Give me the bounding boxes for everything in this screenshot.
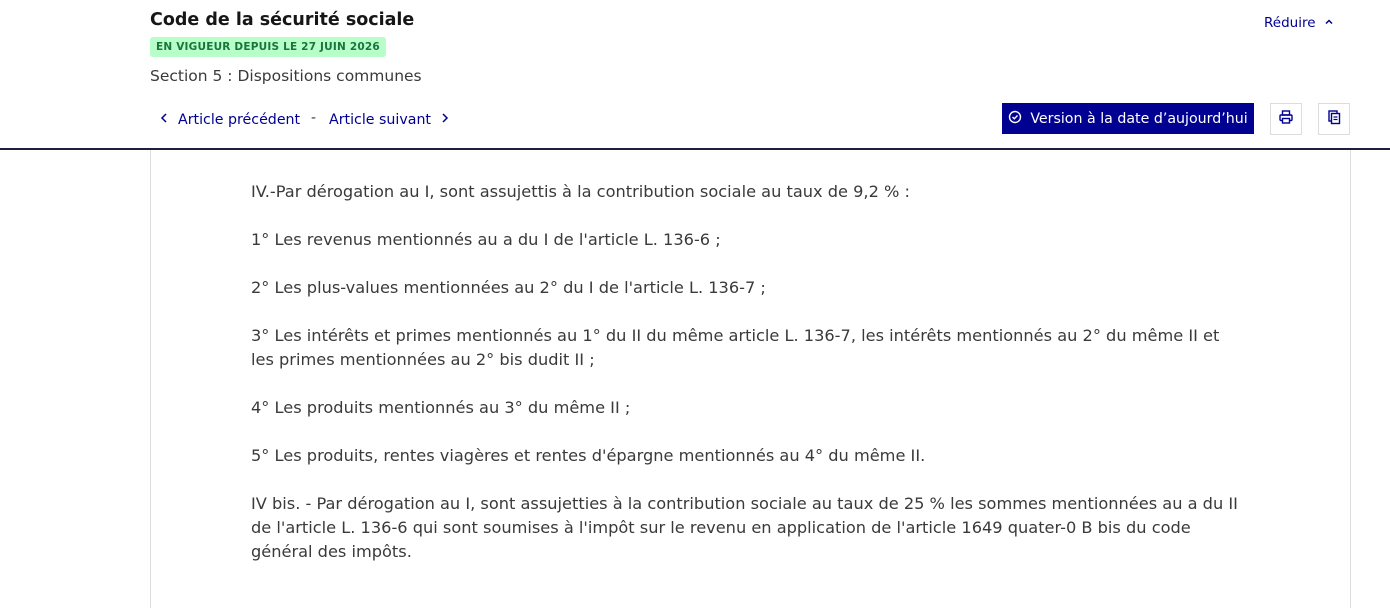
next-article-label: Article suivant bbox=[329, 112, 431, 128]
print-button[interactable] bbox=[1270, 103, 1302, 135]
sticky-article-header bbox=[0, 0, 1390, 150]
reduce-button[interactable] bbox=[1264, 13, 1334, 33]
copy-icon bbox=[1326, 109, 1342, 129]
article-paragraph: 3° Les intérêts et primes mentionnés au 1° du II du même article L. 136-7, les intérêts mentionnés au 2° du même II et les primes mentionnées au 2° bis dudit II ; bbox=[251, 326, 1220, 369]
reduce-label: Réduire bbox=[1264, 15, 1316, 31]
previous-article-link[interactable] bbox=[160, 109, 300, 131]
check-circle-icon bbox=[1008, 110, 1022, 128]
current-version-label: Version à la date d’aujourd’hui bbox=[1030, 110, 1248, 127]
chevron-left-icon bbox=[160, 112, 168, 128]
article-body bbox=[251, 180, 1241, 588]
status-badge: EN VIGUEUR DEPUIS LE 27 JUIN 2026 bbox=[150, 37, 386, 57]
code-title: Code de la sécurité sociale bbox=[150, 10, 415, 30]
article-paragraph: IV bis. - Par dérogation au I, sont assujetties à la contribution sociale au taux de 25 % les sommes mentionnées au a du II de l'article L. 136-6 qui sont soumises à l'impôt sur le revenu en application de l'article 1649 quater-0 B bis du code général des impôts. bbox=[251, 494, 1238, 561]
section-title: Section 5 : Dispositions communes bbox=[150, 67, 422, 85]
copy-button[interactable] bbox=[1318, 103, 1350, 135]
chevron-right-icon bbox=[441, 112, 449, 128]
chevron-up-icon bbox=[1324, 15, 1334, 31]
article-paragraph: 1° Les revenus mentionnés au a du I de l'article L. 136-6 ; bbox=[251, 230, 721, 249]
article-paragraph: 5° Les produits, rentes viagères et rentes d'épargne mentionnés au 4° du même II. bbox=[251, 446, 926, 465]
article-paragraph: 2° Les plus-values mentionnées au 2° du I de l'article L. 136-7 ; bbox=[251, 278, 766, 297]
current-version-button[interactable] bbox=[1002, 103, 1254, 134]
printer-icon bbox=[1278, 109, 1294, 129]
article-paragraph: 4° Les produits mentionnés au 3° du même II ; bbox=[251, 398, 631, 417]
next-article-link[interactable] bbox=[329, 109, 449, 131]
article-paragraph: IV.-Par dérogation au I, sont assujettis à la contribution sociale au taux de 9,2 % : bbox=[251, 182, 910, 201]
nav-separator: - bbox=[311, 110, 317, 126]
previous-article-label: Article précédent bbox=[178, 112, 301, 128]
